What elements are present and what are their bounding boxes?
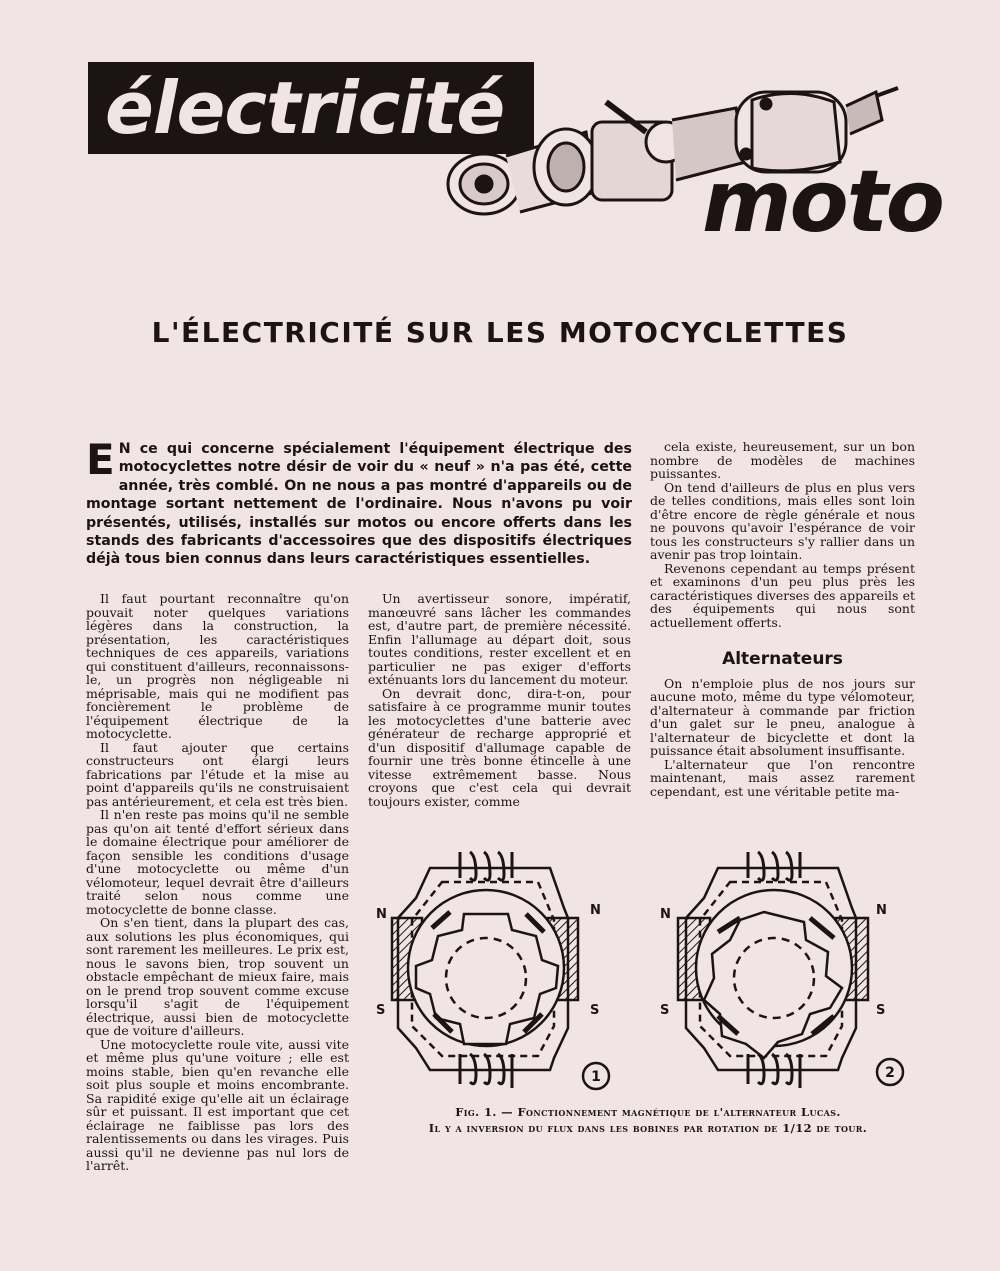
article-intro [86, 435, 632, 569]
article-title: L'ÉLECTRICITÉ SUR LES MOTOCYCLETTES [151, 316, 849, 349]
pole-label-n: N [376, 907, 387, 922]
paragraph: Il faut pourtant reconnaître qu'on pouvait noter quelques variations légères dans la construction, la présentation, les caractéristiques techniques de ces appareils, variations qui constituent d'ailleurs, reconnaissons-le, un progrès non négligeable ni méprisable, mais qui ne modifient pas foncièrement le problème de l'équipement électrique de la motocyclette. [86, 591, 349, 741]
intro-text: N ce qui concerne spécialement l'équipement électrique des motocyclettes notre désir de voir du « neuf » n'a pas été, cette année, très comblé. On ne nous a pas montré d'appareils ou de montage sortant nettement de l'ordinaire. Nous n'avons pu voir présentés, utilisés, installés sur motos ou encore offerts dans les stands des fabricants d'accessoires que des dispositifs électriques déjà tous bien connus dans leurs caractéristiques essentielles. [86, 441, 632, 568]
paragraph: On devrait donc, dira-t-on, pour satisfaire à ce programme munir toutes les motocyclettes d'une batterie avec générateur de recharge approprié et d'un dispositif d'allumage capable de fournir une très bonne étincelle à une vitesse extrêmement basse. Nous croyons que c'est cela qui devrait toujours exister, comme [368, 685, 631, 809]
paragraph: Il n'en reste pas moins qu'il ne semble pas qu'on ait tenté d'effort sérieux dans le domaine électrique pour améliorer de façon sensible les conditions d'usage d'une motocyclette ou même d'un vélomoteur, lequel devrait être d'ailleurs traité selon nous comme une motocyclette de bonne classe. [86, 807, 349, 917]
paragraph: On n'emploie plus de nos jours sur aucune moto, même du type vélomoteur, d'alternateur à commande par friction d'un galet sur le pneu, analogue à l'alternateur de bicyclette et dont la puissance était absolument insuffisante. [650, 675, 915, 758]
alternator-diagram-1 [392, 852, 578, 1088]
caption-line-2: Il y a inversion du flux dans les bobines par rotation de 1/12 de tour. [428, 1121, 868, 1135]
pole-label-s: S [376, 1003, 386, 1018]
pole-label-s: S [660, 1003, 670, 1018]
pole-label-n: N [660, 907, 671, 922]
pole-label-s: S [876, 1003, 886, 1018]
text-column-2 [368, 592, 631, 808]
pole-label-s: S [590, 1003, 600, 1018]
paragraph: On tend d'ailleurs de plus en plus vers de telles conditions, mais elles sont loin d'être encore de règle générale et nous ne pouvons qu'avoir l'espérance de voir tous les constructeurs s'y rallier dans un avenir pas trop lointain. [650, 479, 915, 562]
header-word-electricite: électricité [105, 66, 505, 150]
paragraph: cela existe, heureusement, sur un bon nombre de modèles de machines puissantes. [650, 439, 915, 481]
paragraph: L'alternateur que l'on rencontre maintenant, mais assez rarement cependant, est une véritable petite ma- [650, 756, 915, 799]
figure-caption [368, 1104, 928, 1136]
section-heading-alternateurs: Alternateurs [722, 649, 843, 669]
paragraph: Une motocyclette roule vite, aussi vite et même plus qu'une voiture ; elle est moins stable, bien qu'en revanche elle soit plus souple et moins encombrante. Sa rapidité exige qu'elle ait un éclairage sûr et puissant. Il est important que cet éclairage ne faiblisse pas lors des ralentissements ou dans les virages. Puis aussi qu'il ne devienne pas nul lors de l'arrêt. [86, 1036, 349, 1173]
drop-cap: E [86, 435, 115, 484]
diagram-number-2: 2 [885, 1065, 895, 1081]
paragraph: On s'en tient, dans la plupart des cas, aux solutions les plus économiques, qui sont rarement les meilleures. Le prix est, nous le savons bien, trop souvent un obstacle empêchant de mieux faire, mais on le prend trop souvent comme excuse lorsqu'il s'agit de l'équipement électrique, aussi bien de motocyclette que de voiture d'ailleurs. [86, 915, 349, 1038]
paragraph: Un avertisseur sonore, impératif, manœuvré sans lâcher les commandes est, d'autre part, de première nécessité. Enfin l'allumage au départ doit, sous toutes conditions, rester excellent et en particulier ne pas exiger d'efforts exténuants lors du lancement du moteur. [368, 591, 631, 687]
diagram-number-1: 1 [591, 1069, 601, 1085]
text-column-3 [650, 440, 915, 798]
caption-line-1: Fig. 1. — Fonctionnement magnétique de l'alternateur Lucas. [455, 1105, 841, 1119]
text-column-1 [86, 592, 349, 1173]
pole-label-n: N [590, 903, 601, 918]
pole-label-n: N [876, 903, 887, 918]
alternator-diagram-2 [678, 852, 868, 1088]
paragraph: Il faut ajouter que certains constructeurs ont élargi leurs fabrications par l'étude et la mise au point d'appareils qu'ils ne construisaient pas antérieurement, et cela est très bien. [86, 739, 349, 809]
header-word-moto: moto [702, 152, 943, 252]
alternator-diagram-figure [368, 848, 928, 1098]
paragraph: Revenons cependant au temps présent et examinons d'un peu plus près les caractéristiques diverses des appareils et des équipements qui nous sont actuellement offerts. [650, 560, 915, 630]
